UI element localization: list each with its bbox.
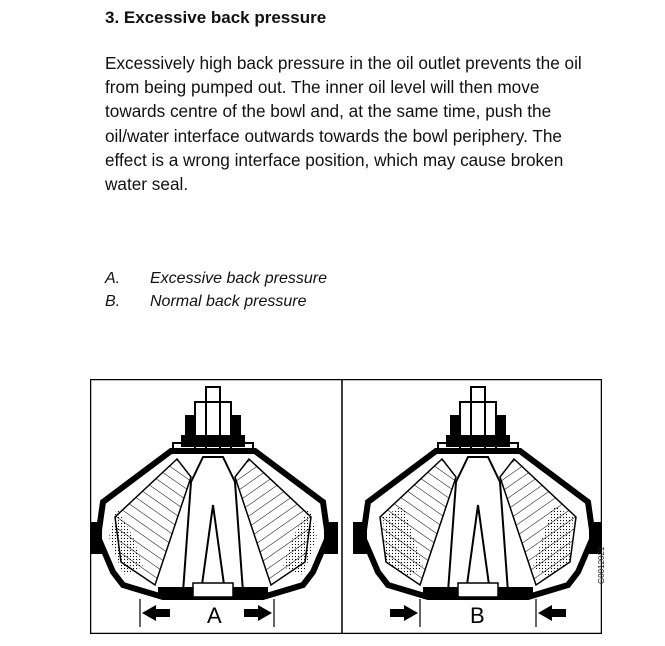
section-heading: 3. Excessive back pressure [105,8,327,27]
label-b: B [470,603,485,628]
bowl-illustration [90,379,602,634]
separator-bowl-figure [90,379,602,634]
legend-item-b [105,290,327,313]
figure-code: G0012021 [597,546,606,584]
legend-text: Excessive back pressure [150,270,327,287]
section-paragraph: Excessively high back pressure in the oil outlet prevents the oil from being pumped out. The inner oil level will then move towards centre of the bowl and, at the same time, push the oil/water interface outwards towards the bowl periphery. The effect is a wrong interface position, which may cause broken water seal. [105,53,582,195]
legend-item-a [105,267,327,290]
label-a: A [207,603,222,628]
legend-text: Normal back pressure [150,293,307,310]
legend-letter: B. [105,293,121,310]
figure-legend [105,267,327,313]
legend-letter: A. [105,270,121,287]
